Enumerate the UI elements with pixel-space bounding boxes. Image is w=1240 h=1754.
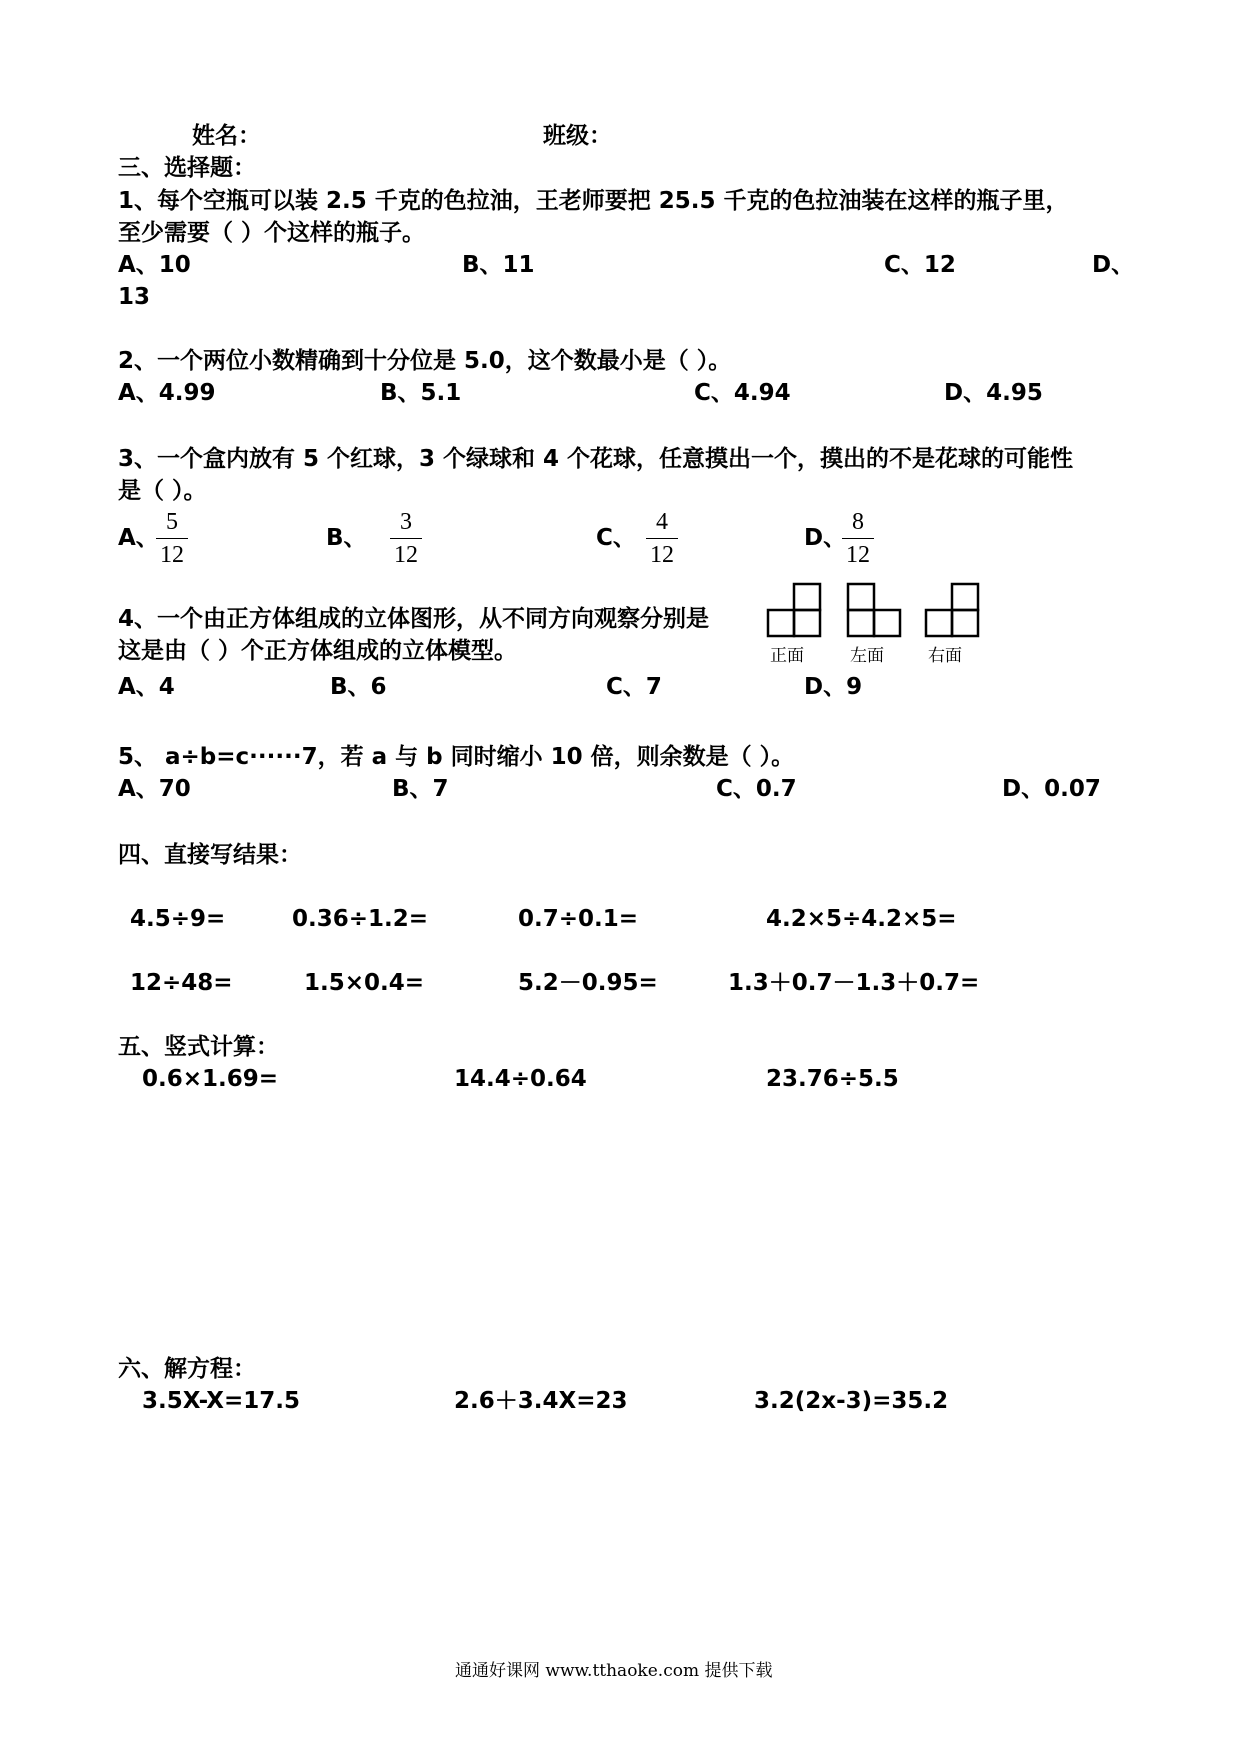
q3-option-c-fraction xyxy=(642,508,682,569)
fraction-denominator: 12 xyxy=(650,542,674,568)
q4-text-line1: 4、一个由正方体组成的立体图形，从不同方向观察分别是 xyxy=(118,606,710,632)
q5-option-a: A、70 xyxy=(118,776,191,802)
equation-item: 2.6＋3.4X=23 xyxy=(454,1388,628,1414)
q5-text: 5、 a÷b=c······7，若 a 与 b 同时缩小 10 倍，则余数是（ ）。 xyxy=(118,744,795,770)
right-view-squares xyxy=(926,584,978,636)
q1-text-line1: 1、每个空瓶可以装 2.5 千克的色拉油，王老师要把 25.5 千克的色拉油装在这样的瓶子里， xyxy=(118,188,1069,214)
q3-text-line2: 是（ ）。 xyxy=(118,478,207,504)
fraction-bar xyxy=(646,538,678,539)
q1-text-line2: 至少需要（ ）个这样的瓶子。 xyxy=(118,220,426,246)
fraction-numerator: 5 xyxy=(166,509,178,535)
q1-option-d-value: 13 xyxy=(118,284,151,310)
section-title-vertical-calc: 五、竖式计算： xyxy=(118,1034,279,1060)
class-label: 班级： xyxy=(543,123,612,149)
fraction-denominator: 12 xyxy=(160,542,184,568)
q3-option-d-label: D、 xyxy=(804,525,847,551)
q5-option-d: D、0.07 xyxy=(1002,776,1101,802)
fraction-bar xyxy=(842,538,874,539)
q4-option-b: B、6 xyxy=(330,674,387,700)
q1-option-a: A、10 xyxy=(118,252,191,278)
q3-text-line1: 3、一个盒内放有 5 个红球，3 个绿球和 4 个花球，任意摸出一个，摸出的不是花球的可能性 xyxy=(118,446,1074,472)
view-label-right: 右面 xyxy=(928,646,962,666)
q4-option-a: A、4 xyxy=(118,674,175,700)
q2-option-b: B、5.1 xyxy=(380,380,462,406)
front-view-squares xyxy=(768,584,820,636)
vertical-calc-item: 0.6×1.69= xyxy=(142,1066,279,1092)
q3-option-b-fraction xyxy=(386,508,426,569)
fraction-numerator: 3 xyxy=(400,509,412,535)
q3-option-c-label: C、 xyxy=(596,525,636,551)
view-label-left: 左面 xyxy=(850,646,884,666)
view-label-front: 正面 xyxy=(770,646,804,666)
calc-item: 0.7÷0.1= xyxy=(518,906,639,932)
q3-option-a-fraction xyxy=(152,508,192,569)
left-view-squares xyxy=(848,584,900,636)
q4-option-d: D、9 xyxy=(804,674,863,700)
q5-option-c: C、0.7 xyxy=(716,776,797,802)
name-label: 姓名： xyxy=(192,123,261,149)
q3-option-a-label: A、 xyxy=(118,525,159,551)
fraction-numerator: 4 xyxy=(656,509,668,535)
q1-option-b: B、11 xyxy=(462,252,535,278)
q3-option-b-label: B、 xyxy=(326,525,367,551)
q3-option-d-fraction xyxy=(838,508,878,569)
q4-option-c: C、7 xyxy=(606,674,662,700)
calc-item: 4.2×5÷4.2×5= xyxy=(766,906,957,932)
fraction-denominator: 12 xyxy=(846,542,870,568)
section-title-direct-results: 四、直接写结果： xyxy=(118,842,302,868)
calc-item: 0.36÷1.2= xyxy=(292,906,429,932)
q4-text-line2: 这是由（ ）个正方体组成的立体模型。 xyxy=(118,638,518,664)
q2-option-d: D、4.95 xyxy=(944,380,1043,406)
footer-source: 通通好课网 www.tthaoke.com 提供下载 xyxy=(455,1661,773,1681)
section-title-choice: 三、选择题： xyxy=(118,155,256,181)
fraction-denominator: 12 xyxy=(394,542,418,568)
fraction-bar xyxy=(156,538,188,539)
vertical-calc-item: 14.4÷0.64 xyxy=(454,1066,587,1092)
calc-item: 1.5×0.4= xyxy=(304,970,425,996)
calc-item: 1.3＋0.7－1.3＋0.7= xyxy=(728,970,980,996)
fraction-bar xyxy=(390,538,422,539)
q1-option-c: C、12 xyxy=(884,252,956,278)
q2-text: 2、一个两位小数精确到十分位是 5.0，这个数最小是（ ）。 xyxy=(118,348,732,374)
section-title-equations: 六、解方程： xyxy=(118,1356,256,1382)
calc-item: 5.2－0.95= xyxy=(518,970,658,996)
equation-item: 3.2(2x-3)=35.2 xyxy=(754,1388,949,1414)
q2-option-c: C、4.94 xyxy=(694,380,791,406)
equation-item: 3.5X-X=17.5 xyxy=(142,1388,301,1414)
q2-option-a: A、4.99 xyxy=(118,380,216,406)
q1-option-d: D、 xyxy=(1092,252,1135,278)
calc-item: 4.5÷9= xyxy=(130,906,226,932)
calc-item: 12÷48= xyxy=(130,970,233,996)
fraction-numerator: 8 xyxy=(852,509,864,535)
q5-option-b: B、7 xyxy=(392,776,449,802)
cube-views-figure xyxy=(764,582,984,644)
vertical-calc-item: 23.76÷5.5 xyxy=(766,1066,899,1092)
